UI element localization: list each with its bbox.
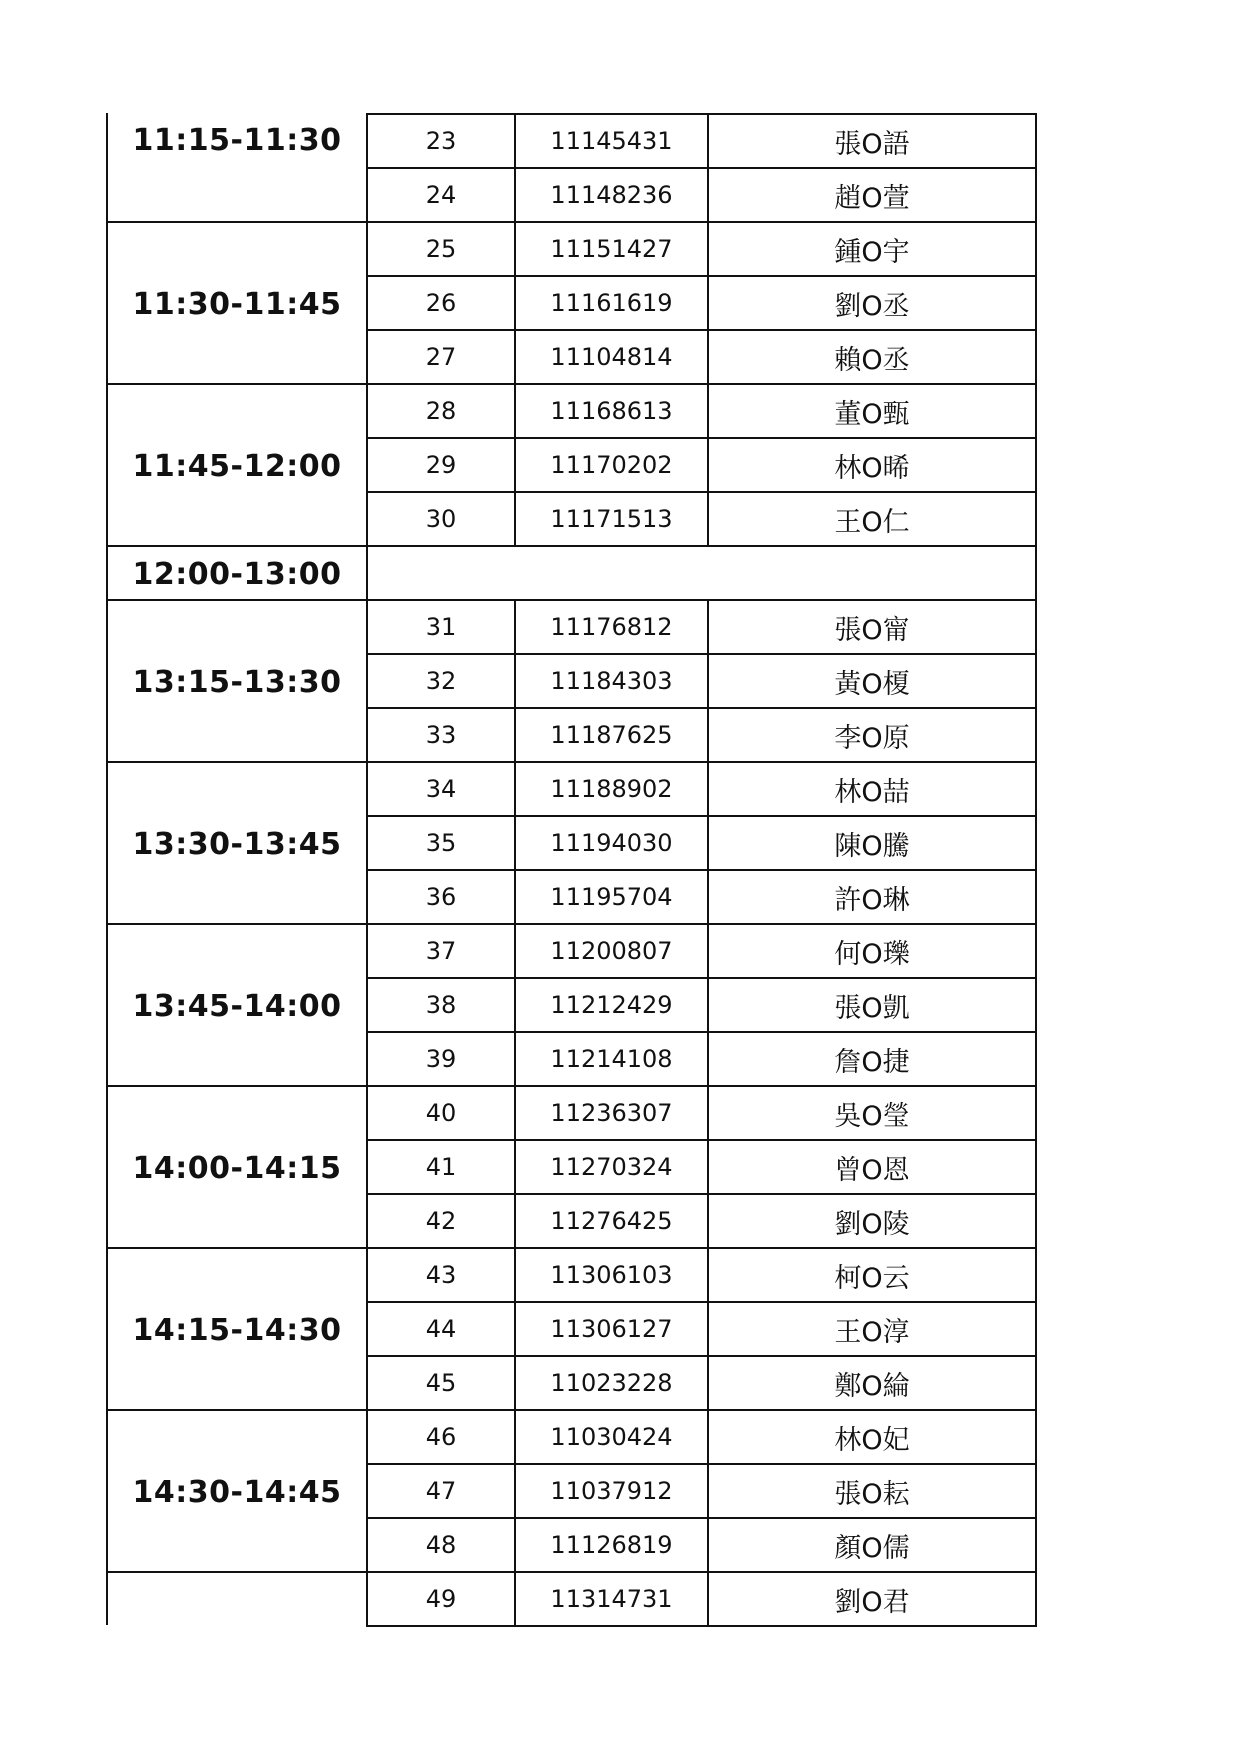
row-number: 29: [425, 451, 457, 479]
time-slot-label: 12:00-13:00: [132, 556, 342, 592]
student-id: 11161619: [550, 289, 673, 317]
student-name: 王O淳: [834, 1316, 910, 1348]
student-id: 11176812: [550, 613, 673, 641]
student-name: 林O妃: [834, 1424, 910, 1456]
student-id: 11214108: [550, 1045, 673, 1073]
student-name: 柯O云: [834, 1262, 910, 1294]
student-name: 許O琳: [834, 884, 910, 916]
student-id: 11194030: [550, 829, 673, 857]
student-id: 11037912: [550, 1477, 673, 1505]
student-name: 陳O騰: [834, 830, 910, 862]
student-name: 鄭O綸: [834, 1370, 910, 1402]
row-number: 25: [425, 235, 457, 263]
student-id: 11104814: [550, 343, 673, 371]
student-name: 劉O君: [834, 1586, 910, 1618]
time-slot-label: 13:30-13:45: [132, 826, 342, 862]
row-number: 37: [425, 937, 457, 965]
student-name: 張O甯: [834, 614, 910, 646]
time-slot-label: 14:00-14:15: [132, 1150, 342, 1186]
student-name: 董O甄: [834, 398, 910, 430]
row-number: 44: [425, 1315, 457, 1343]
student-id: 11200807: [550, 937, 673, 965]
time-slot-label: 13:15-13:30: [132, 664, 342, 700]
time-slot-label: 11:30-11:45: [132, 286, 342, 322]
student-name: 曾O恩: [834, 1154, 910, 1186]
row-number: 36: [425, 883, 457, 911]
student-id: 11023228: [550, 1369, 673, 1397]
row-number: 23: [425, 127, 457, 155]
time-slot-label: 11:45-12:00: [132, 448, 342, 484]
student-name: 吳O瑩: [834, 1100, 910, 1132]
student-name: 林O晞: [834, 452, 910, 484]
student-id: 11195704: [550, 883, 673, 911]
row-number: 41: [425, 1153, 457, 1181]
student-id: 11306103: [550, 1261, 673, 1289]
student-name: 張O語: [834, 128, 910, 160]
row-number: 30: [425, 505, 457, 533]
row-number: 32: [425, 667, 457, 695]
student-name: 賴O丞: [834, 344, 910, 376]
student-name: 黃O榎: [834, 668, 910, 700]
student-name: 詹O捷: [834, 1046, 910, 1078]
student-id: 11168613: [550, 397, 673, 425]
student-id: 11270324: [550, 1153, 673, 1181]
student-id: 11187625: [550, 721, 673, 749]
student-id: 11236307: [550, 1099, 673, 1127]
row-number: 35: [425, 829, 457, 857]
student-name: 張O凱: [834, 992, 910, 1024]
student-id: 11151427: [550, 235, 673, 263]
table-bottom-border: [366, 1625, 1037, 1627]
student-id: 11212429: [550, 991, 673, 1019]
time-slot-label: 14:15-14:30: [132, 1312, 342, 1348]
row-number: 39: [425, 1045, 457, 1073]
student-id: 11145431: [550, 127, 673, 155]
row-number: 27: [425, 343, 457, 371]
row-number: 31: [425, 613, 457, 641]
row-number: 47: [425, 1477, 457, 1505]
student-name: 劉O丞: [834, 290, 910, 322]
row-number: 43: [425, 1261, 457, 1289]
student-id: 11184303: [550, 667, 673, 695]
row-number: 26: [425, 289, 457, 317]
time-slot-label: 14:30-14:45: [132, 1474, 342, 1510]
student-id: 11306127: [550, 1315, 673, 1343]
student-id: 11148236: [550, 181, 673, 209]
row-number: 40: [425, 1099, 457, 1127]
time-slot-label: 11:15-11:30: [132, 122, 342, 158]
student-name: 林O喆: [834, 776, 910, 808]
student-name: 李O原: [834, 722, 910, 754]
row-number: 45: [425, 1369, 457, 1397]
time-slot-label: 13:45-14:00: [132, 988, 342, 1024]
student-name: 何O瓅: [834, 938, 910, 970]
student-name: 王O仁: [834, 506, 910, 538]
student-id: 11030424: [550, 1423, 673, 1451]
student-id: 11171513: [550, 505, 673, 533]
student-name: 張O耘: [834, 1478, 910, 1510]
student-name: 顏O儒: [834, 1532, 910, 1564]
row-number: 34: [425, 775, 457, 803]
student-id: 11276425: [550, 1207, 673, 1235]
student-id: 11126819: [550, 1531, 673, 1559]
row-number: 49: [425, 1585, 457, 1613]
student-id: 11314731: [550, 1585, 673, 1613]
student-name: 劉O陵: [834, 1208, 910, 1240]
row-number: 33: [425, 721, 457, 749]
student-id: 11188902: [550, 775, 673, 803]
student-id: 11170202: [550, 451, 673, 479]
row-number: 46: [425, 1423, 457, 1451]
row-number: 28: [425, 397, 457, 425]
row-number: 24: [425, 181, 457, 209]
row-number: 42: [425, 1207, 457, 1235]
student-name: 鍾O宇: [834, 236, 910, 268]
row-number: 38: [425, 991, 457, 1019]
student-name: 趙O萱: [834, 182, 910, 214]
row-number: 48: [425, 1531, 457, 1559]
